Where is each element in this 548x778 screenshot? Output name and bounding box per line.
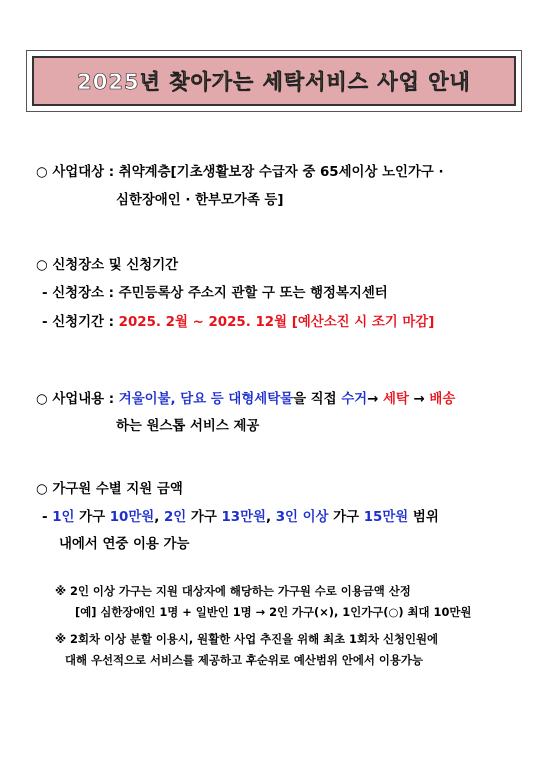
apply-period-value: 2025. 2월 ~ 2025. 12월 [예산소진 시 조기 마감] (118, 315, 435, 330)
title-year: 2025년 (77, 70, 161, 94)
support-person-2: 2인 (163, 510, 187, 525)
support-dash: - (42, 510, 53, 525)
content-label: ○ 사업내용 : (36, 392, 119, 407)
support-heading: ○ 가구원 수별 지원 금액 (36, 482, 183, 497)
support-amount-3: 15만원 (363, 510, 409, 525)
content-line-1 (36, 391, 455, 409)
support-amount-1: 10만원 (109, 510, 155, 525)
target-line-2: 심한장애인 · 한부모가족 등] (116, 193, 284, 208)
apply-period-label: - 신청기간 : (42, 315, 119, 330)
note-2-line-2: 대해 우선적으로 서비스를 제공하고 후순위로 예산범위 안에서 이용가능 (65, 653, 423, 667)
content-deliver: 배송 (429, 392, 456, 407)
content-line-2: 하는 원스톱 서비스 제공 (116, 419, 260, 434)
support-household-1: 가구 (74, 510, 110, 525)
support-line-1 (42, 509, 439, 527)
support-line-2: 내에서 연중 이용 가능 (59, 537, 190, 552)
note-1-line-1: ※ 2인 이상 가구는 지원 대상자에 해당하는 가구원 수로 이용금액 산정 (55, 584, 411, 598)
support-amount-2: 13만원 (221, 510, 266, 525)
support-comma-2: , (265, 510, 276, 525)
target-line-1 (36, 164, 444, 182)
content-wash: 세탁 (382, 392, 409, 407)
title-highlight: 찾아가는 세탁서비스 (169, 70, 370, 94)
content-items: 겨울이불, 담요 등 대형세탁물 (118, 392, 294, 407)
note-1-line-2: [예] 심한장애인 1명 + 일반인 1명 → 2인 가구(×), 1인가구(○) 최대 10만원 (75, 605, 472, 619)
support-household-3: 가구 (328, 510, 364, 525)
apply-place: - 신청장소 : 주민등록상 주소지 관할 구 또는 행정복지센터 (42, 286, 388, 301)
target-text-1: 취약계층[기초생활보장 수급자 중 65세이상 노인가구 · (118, 165, 444, 180)
support-comma-1: , (154, 510, 164, 525)
apply-heading: ○ 신청장소 및 신청기간 (36, 258, 179, 273)
title-rest: 사업 안내 (377, 70, 471, 94)
title-banner (26, 50, 522, 112)
content-collect: 수거 (341, 392, 368, 407)
content-mid: 을 직접 (293, 392, 342, 407)
support-tail: 범위 (408, 510, 439, 525)
content-arrow-2: → (408, 392, 430, 407)
support-household-2: 가구 (186, 510, 222, 525)
support-person-3: 3인 이상 (275, 510, 329, 525)
content-arrow-1: → (367, 392, 383, 407)
support-person-1: 1인 (52, 510, 75, 525)
note-2-line-1: ※ 2회차 이상 분할 이용시, 원활한 사업 추진을 위해 최초 1회차 신청인원에 (55, 632, 438, 646)
target-bullet: ○ (36, 165, 48, 180)
apply-period (42, 314, 434, 332)
target-label: 사업대상 : (52, 165, 119, 180)
title-banner-inner (32, 56, 516, 106)
